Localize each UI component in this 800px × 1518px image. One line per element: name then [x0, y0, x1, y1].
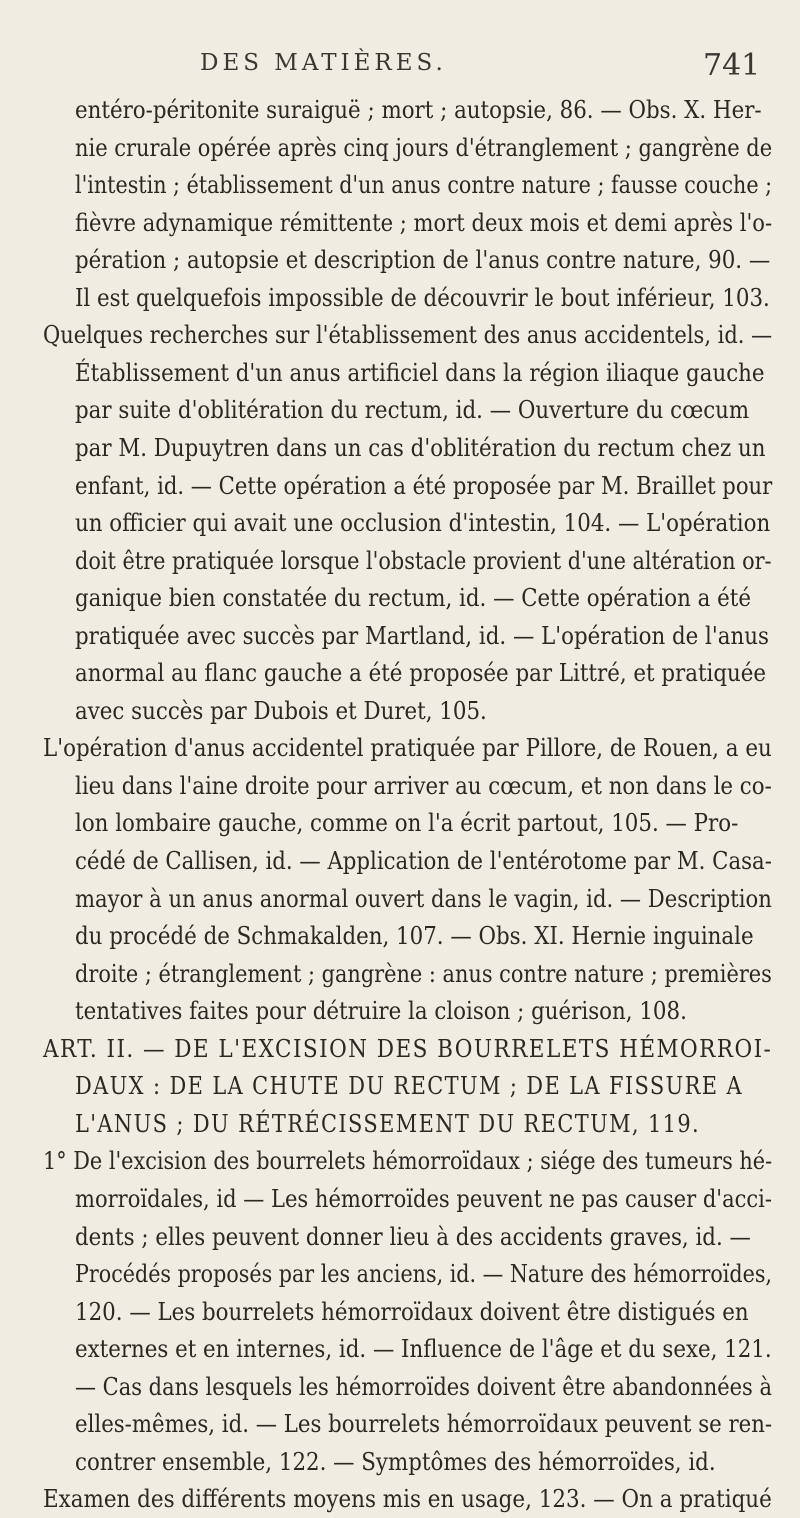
index-line: Établissement d'un anus artificiel dans la région iliaque gauche: [75, 357, 765, 387]
index-line: doit être pratiquée lorsque l'obstacle provient d'une altération or-: [75, 545, 772, 575]
index-line: 120. — Les bourrelets hémorroïdaux doivent être distigués en: [75, 1296, 749, 1326]
index-line: nie crurale opérée après cinq jours d'étranglement ; gangrène de: [75, 132, 773, 162]
index-line: elles-mêmes, id. — Les bourrelets hémorroïdaux peuvent se ren-: [75, 1409, 773, 1439]
index-line: du procédé de Schmakalden, 107. — Obs. XI. Hernie inguinale: [75, 921, 754, 951]
index-line: dents ; elles peuvent donner lieu à des accidents graves, id. —: [75, 1221, 751, 1251]
index-line: pratiquée avec succès par Martland, id. — L'opération de l'anus: [75, 620, 769, 650]
running-head: [0, 48, 800, 88]
index-line: enfant, id. — Cette opération a été proposée par M. Braillet pour: [75, 470, 773, 500]
running-title: DES MATIÈRES.: [200, 50, 447, 76]
index-line: ganique bien constatée du rectum, id. — Cette opération a été: [75, 583, 751, 613]
index-line: tentatives faites pour détruire la cloison ; guérison, 108.: [75, 996, 687, 1026]
index-line: — Cas dans lesquels les hémorroïdes doivent être abandonnées à: [75, 1371, 773, 1401]
index-line: un officier qui avait une occlusion d'intestin, 104. — L'opération: [75, 508, 771, 538]
index-line: par suite d'oblitération du rectum, id. — Ouverture du cœcum: [75, 395, 750, 425]
index-line: avec succès par Dubois et Duret, 105.: [75, 695, 487, 725]
index-line: 1° De l'excision des bourrelets hémorroïdaux ; siége des tumeurs hé-: [43, 1146, 773, 1176]
index-line: anormal au flanc gauche a été proposée par Littré, et pratiquée: [75, 658, 767, 688]
index-line: pération ; autopsie et description de l'anus contre nature, 90. —: [75, 245, 771, 275]
section-heading-line: DAUX : DE LA CHUTE DU RECTUM ; DE LA FISSURE A: [75, 1072, 743, 1101]
page-number: 741: [703, 48, 761, 83]
index-line: L'opération d'anus accidentel pratiquée par Pillore, de Rouen, a eu: [43, 733, 772, 763]
index-line: contrer ensemble, 122. — Symptômes des hémorroïdes, id.: [75, 1446, 716, 1476]
index-line: entéro-péritonite suraiguë ; mort ; autopsie, 86. — Obs. X. Her-: [75, 95, 762, 124]
index-line: droite ; étranglement ; gangrène : anus contre nature ; premières: [75, 958, 772, 988]
section-heading-line: L'ANUS ; DU RÉTRÉCISSEMENT DU RECTUM, 119.: [75, 1109, 701, 1138]
index-line: externes et en internes, id. — Influence de l'âge et du sexe, 121.: [75, 1334, 772, 1364]
index-line: cédé de Callisen, id. — Application de l'entérotome par M. Casa-: [75, 846, 772, 875]
index-line: fièvre adynamique rémittente ; mort deux mois et demi après l'o-: [75, 207, 773, 237]
index-line: Examen des différents moyens mis en usage, 123. — On a pratiqué: [43, 1484, 772, 1514]
index-line: Quelques recherches sur l'établissement des anus accidentels, id. —: [43, 320, 773, 350]
index-line: par M. Dupuytren dans un cas d'oblitération du rectum chez un: [75, 432, 766, 462]
section-heading-line: ART. II. — DE L'EXCISION DES BOURRELETS HÉMORROI-: [43, 1034, 773, 1063]
index-line: mayor à un anus anormal ouvert dans le vagin, id. — Description: [75, 883, 772, 913]
index-line: l'intestin ; établissement d'un anus contre nature ; fausse couche ;: [75, 170, 773, 200]
index-line: lieu dans l'aine droite pour arriver au cœcum, et non dans le co-: [75, 770, 772, 800]
index-line: Il est quelquefois impossible de découvrir le bout inférieur, 103.: [75, 282, 770, 312]
index-line: Procédés proposés par les anciens, id. — Nature des hémorroïdes,: [75, 1259, 772, 1289]
index-line: morroïdales, id — Les hémorroïdes peuvent ne pas causer d'acci-: [75, 1183, 772, 1213]
index-line: lon lombaire gauche, comme on l'a écrit partout, 105. — Pro-: [75, 808, 739, 838]
